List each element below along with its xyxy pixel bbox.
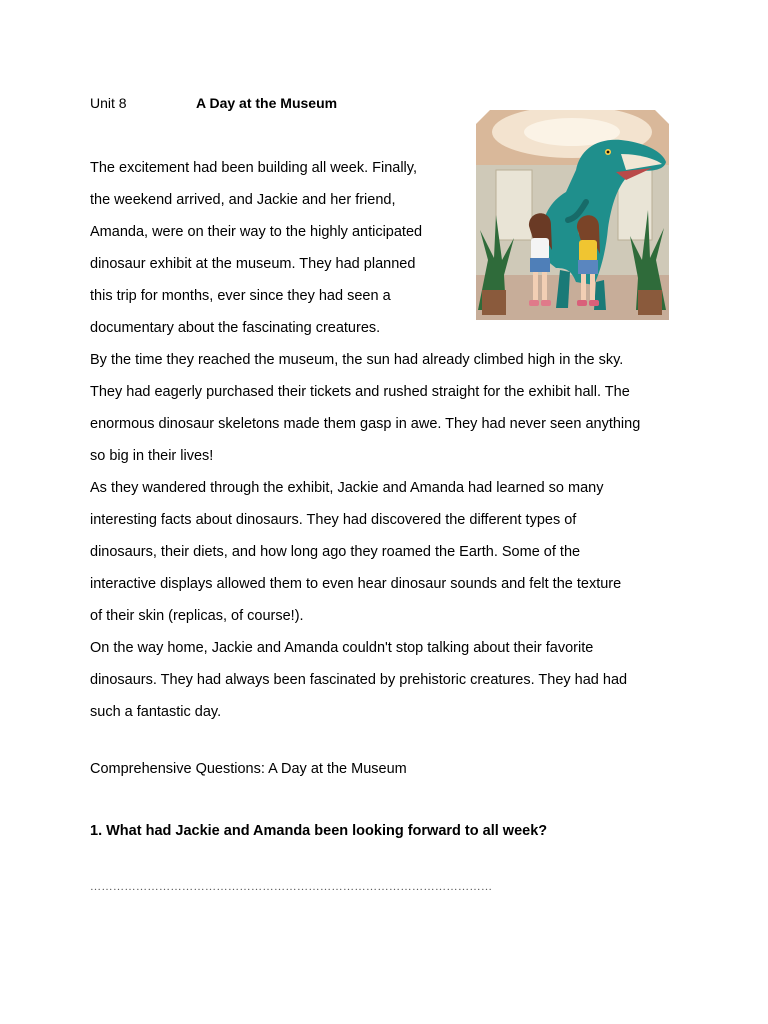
story-line: so big in their lives! [90,448,214,464]
unit-number: Unit 8 [90,95,127,111]
dinosaur-museum-illustration [476,110,669,320]
story-line: As they wandered through the exhibit, Jackie and Amanda had learned so many [90,480,604,496]
unit-header [90,93,337,113]
story-line: They had eagerly purchased their tickets and rushed straight for the exhibit hall. The [90,384,630,400]
story-line: dinosaurs, their diets, and how long ago they roamed the Earth. Some of the [90,544,581,560]
story-line: such a fantastic day. [90,704,222,720]
questions-heading: Comprehensive Questions: A Day at the Museum [90,761,407,777]
story-line: the weekend arrived, and Jackie and her friend, [90,192,396,208]
story-line: interactive displays allowed them to even hear dinosaur sounds and felt the texture [90,576,622,592]
question-1: 1. What had Jackie and Amanda been looking forward to all week? [90,823,548,839]
story-line: interesting facts about dinosaurs. They had discovered the different types of [90,512,577,528]
story-line: of their skin (replicas, of course!). [90,608,304,624]
story-line: On the way home, Jackie and Amanda couldn't stop talking about their favorite [90,640,594,656]
answer-line-1[interactable]: …………………………………………………………………………………………… [90,881,493,893]
story-line: dinosaurs. They had always been fascinated by prehistoric creatures. They had had [90,672,628,688]
story-line: dinosaur exhibit at the museum. They had planned [90,256,416,272]
story-line: enormous dinosaur skeletons made them gasp in awe. They had never seen anything [90,416,641,432]
story-line: By the time they reached the museum, the sun had already climbed high in the sky. [90,352,624,368]
story-line: Amanda, were on their way to the highly anticipated [90,224,423,240]
story-line: The excitement had been building all week. Finally, [90,160,417,176]
story-line: this trip for months, ever since they had seen a [90,288,391,304]
story-line: documentary about the fascinating creatures. [90,320,381,336]
page-title: A Day at the Museum [196,95,338,111]
